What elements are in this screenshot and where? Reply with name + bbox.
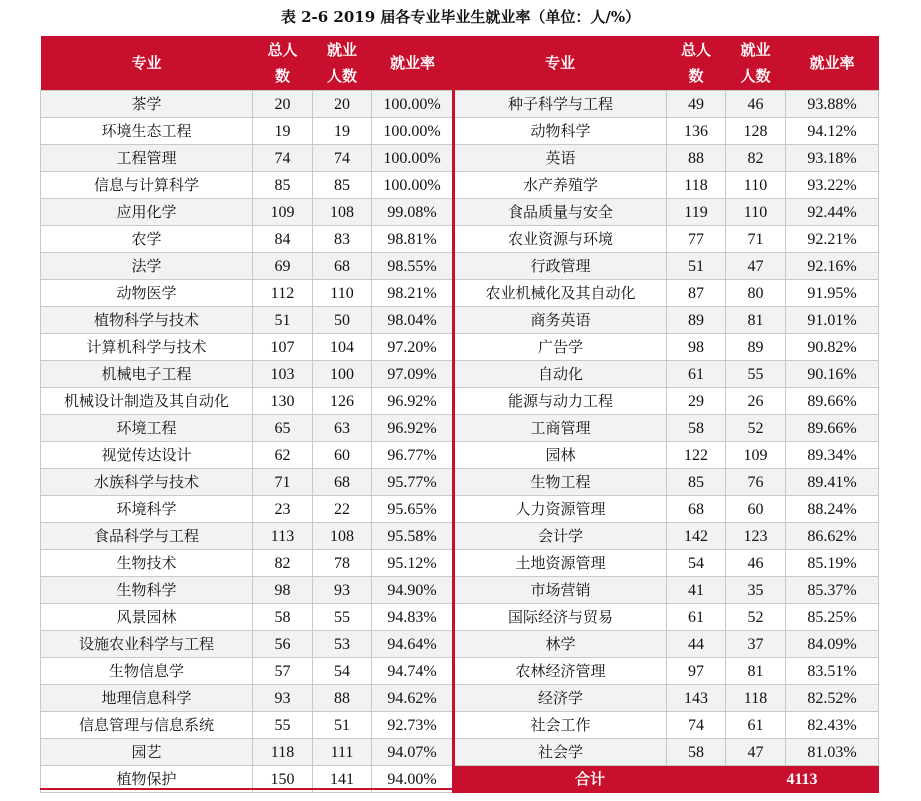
left-employed-cell: 104 xyxy=(313,334,372,361)
header-employed-line2: 人数 xyxy=(326,67,357,85)
right-rate-cell: 89.41% xyxy=(786,469,879,496)
left-major-cell: 信息与计算科学 xyxy=(41,172,253,199)
right-total-cell: 58 xyxy=(667,415,726,442)
left-rate-cell: 98.04% xyxy=(372,307,454,334)
right-employed-cell: 47 xyxy=(726,253,786,280)
table-row xyxy=(41,685,879,712)
right-rate-cell: 81.03% xyxy=(786,739,879,766)
right-total-cell: 89 xyxy=(667,307,726,334)
right-employed-cell: 82 xyxy=(726,145,786,172)
right-total-cell: 51 xyxy=(667,253,726,280)
left-total-cell: 55 xyxy=(253,712,313,739)
left-employed-cell: 83 xyxy=(313,226,372,253)
right-total-cell: 44 xyxy=(667,631,726,658)
right-rate-cell: 92.44% xyxy=(786,199,879,226)
right-rate-cell: 91.01% xyxy=(786,307,879,334)
left-total-cell: 82 xyxy=(253,550,313,577)
left-rate-cell: 94.07% xyxy=(372,739,454,766)
left-rate-cell: 92.73% xyxy=(372,712,454,739)
left-major-cell: 环境生态工程 xyxy=(41,118,253,145)
left-major-cell: 地理信息科学 xyxy=(41,685,253,712)
right-major-cell: 工商管理 xyxy=(454,415,667,442)
right-rate-cell: 94.12% xyxy=(786,118,879,145)
left-rate-cell: 95.58% xyxy=(372,523,454,550)
right-employed-cell: 46 xyxy=(726,91,786,118)
left-rate-cell: 96.92% xyxy=(372,415,454,442)
right-major-cell: 土地资源管理 xyxy=(454,550,667,577)
header-total-line1: 总人 xyxy=(680,41,711,59)
left-rate-cell: 100.00% xyxy=(372,172,454,199)
right-employed-cell: 76 xyxy=(726,469,786,496)
right-employed-cell: 35 xyxy=(726,577,786,604)
table-row xyxy=(41,712,879,739)
right-total-cell: 143 xyxy=(667,685,726,712)
table-row xyxy=(41,496,879,523)
right-major-cell: 农林经济管理 xyxy=(454,658,667,685)
left-employed-cell: 50 xyxy=(313,307,372,334)
left-rate-cell: 100.00% xyxy=(372,118,454,145)
right-rate-cell: 93.88% xyxy=(786,91,879,118)
right-employed-cell: 52 xyxy=(726,604,786,631)
right-employed-cell: 60 xyxy=(726,496,786,523)
header-total-line1: 总人 xyxy=(267,41,298,59)
left-total-cell: 74 xyxy=(253,145,313,172)
right-major-cell: 水产养殖学 xyxy=(454,172,667,199)
right-major-cell: 行政管理 xyxy=(454,253,667,280)
left-major-cell: 工程管理 xyxy=(41,145,253,172)
right-major-cell: 自动化 xyxy=(454,361,667,388)
right-rate-cell: 89.66% xyxy=(786,415,879,442)
left-total-cell: 23 xyxy=(253,496,313,523)
header-rate-left: 就业率 xyxy=(372,36,454,91)
header-major-left: 专业 xyxy=(41,36,253,91)
right-rate-cell: 82.43% xyxy=(786,712,879,739)
left-major-cell: 法学 xyxy=(41,253,253,280)
right-total-cell: 119 xyxy=(667,199,726,226)
table-row xyxy=(41,388,879,415)
table-body xyxy=(41,91,879,793)
header-total-right xyxy=(667,36,726,91)
left-total-cell: 130 xyxy=(253,388,313,415)
table-row xyxy=(41,739,879,766)
right-rate-cell: 93.18% xyxy=(786,145,879,172)
left-major-cell: 视觉传达设计 xyxy=(41,442,253,469)
left-total-cell: 57 xyxy=(253,658,313,685)
left-employed-cell: 68 xyxy=(313,469,372,496)
header-employed-left xyxy=(313,36,372,91)
right-major-cell: 英语 xyxy=(454,145,667,172)
table-row xyxy=(41,253,879,280)
left-major-cell: 园艺 xyxy=(41,739,253,766)
right-major-cell: 农业资源与环境 xyxy=(454,226,667,253)
right-total-cell: 97 xyxy=(667,658,726,685)
left-employed-cell: 100 xyxy=(313,361,372,388)
left-employed-cell: 88 xyxy=(313,685,372,712)
left-major-cell: 食品科学与工程 xyxy=(41,523,253,550)
left-total-cell: 65 xyxy=(253,415,313,442)
right-total-cell: 61 xyxy=(667,604,726,631)
right-total-cell: 77 xyxy=(667,226,726,253)
right-rate-cell: 92.21% xyxy=(786,226,879,253)
left-major-cell: 环境工程 xyxy=(41,415,253,442)
left-rate-cell: 96.77% xyxy=(372,442,454,469)
right-total-cell: 54 xyxy=(667,550,726,577)
right-total-cell: 136 xyxy=(667,118,726,145)
header-total-line2: 数 xyxy=(688,67,704,85)
right-major-cell: 农业机械化及其自动化 xyxy=(454,280,667,307)
left-major-cell: 植物科学与技术 xyxy=(41,307,253,334)
right-rate-cell: 83.51% xyxy=(786,658,879,685)
table-title: 表 2-6 2019 届各专业毕业生就业率（单位：人/%） xyxy=(280,8,641,26)
right-employed-cell: 26 xyxy=(726,388,786,415)
left-total-cell: 62 xyxy=(253,442,313,469)
left-employed-cell: 108 xyxy=(313,523,372,550)
left-total-cell: 98 xyxy=(253,577,313,604)
left-rate-cell: 94.74% xyxy=(372,658,454,685)
left-employed-cell: 63 xyxy=(313,415,372,442)
right-rate-cell: 82.52% xyxy=(786,685,879,712)
table-row xyxy=(41,280,879,307)
right-employed-cell: 118 xyxy=(726,685,786,712)
right-employed-cell: 81 xyxy=(726,658,786,685)
right-employed-cell: 89 xyxy=(726,334,786,361)
left-employed-cell: 53 xyxy=(313,631,372,658)
left-major-cell: 生物信息学 xyxy=(41,658,253,685)
header-employed-right xyxy=(726,36,786,91)
table-row xyxy=(41,199,879,226)
left-major-cell: 动物医学 xyxy=(41,280,253,307)
right-total-cell: 58 xyxy=(667,739,726,766)
left-total-cell: 71 xyxy=(253,469,313,496)
left-employed-cell: 110 xyxy=(313,280,372,307)
table-row xyxy=(41,361,879,388)
right-employed-cell: 52 xyxy=(726,415,786,442)
table-row xyxy=(41,118,879,145)
left-major-cell: 生物科学 xyxy=(41,577,253,604)
right-rate-cell: 85.25% xyxy=(786,604,879,631)
header-total-line2: 数 xyxy=(274,67,290,85)
right-major-cell: 广告学 xyxy=(454,334,667,361)
total-value: 4113 xyxy=(726,766,879,793)
table-row xyxy=(41,631,879,658)
right-rate-cell: 85.37% xyxy=(786,577,879,604)
right-employed-cell: 128 xyxy=(726,118,786,145)
left-major-cell: 机械设计制造及其自动化 xyxy=(41,388,253,415)
table-row xyxy=(41,172,879,199)
left-major-cell: 环境科学 xyxy=(41,496,253,523)
left-rate-cell: 96.92% xyxy=(372,388,454,415)
right-total-cell: 49 xyxy=(667,91,726,118)
right-major-cell: 园林 xyxy=(454,442,667,469)
left-employed-cell: 93 xyxy=(313,577,372,604)
header-row xyxy=(41,36,879,91)
left-major-cell: 风景园林 xyxy=(41,604,253,631)
right-rate-cell: 90.82% xyxy=(786,334,879,361)
right-total-cell: 29 xyxy=(667,388,726,415)
table-row xyxy=(41,334,879,361)
left-major-cell: 农学 xyxy=(41,226,253,253)
left-employed-cell: 55 xyxy=(313,604,372,631)
table-row xyxy=(41,415,879,442)
right-rate-cell: 85.19% xyxy=(786,550,879,577)
table-row xyxy=(41,442,879,469)
left-major-cell: 生物技术 xyxy=(41,550,253,577)
left-total-cell: 107 xyxy=(253,334,313,361)
right-employed-cell: 81 xyxy=(726,307,786,334)
left-total-cell: 56 xyxy=(253,631,313,658)
left-employed-cell: 141 xyxy=(313,766,372,793)
header-rate-right: 就业率 xyxy=(786,36,879,91)
left-major-cell: 信息管理与信息系统 xyxy=(41,712,253,739)
left-rate-cell: 94.64% xyxy=(372,631,454,658)
right-rate-cell: 90.16% xyxy=(786,361,879,388)
left-employed-cell: 20 xyxy=(313,91,372,118)
left-rate-cell: 98.81% xyxy=(372,226,454,253)
left-employed-cell: 51 xyxy=(313,712,372,739)
right-total-cell: 98 xyxy=(667,334,726,361)
left-total-cell: 58 xyxy=(253,604,313,631)
left-employed-cell: 60 xyxy=(313,442,372,469)
left-total-cell: 19 xyxy=(253,118,313,145)
right-total-cell: 88 xyxy=(667,145,726,172)
right-major-cell: 林学 xyxy=(454,631,667,658)
table-row xyxy=(41,577,879,604)
left-rate-cell: 94.00% xyxy=(372,766,454,793)
table-row xyxy=(41,145,879,172)
employment-rate-table xyxy=(40,36,879,793)
right-rate-cell: 92.16% xyxy=(786,253,879,280)
table-row xyxy=(41,91,879,118)
right-major-cell: 种子科学与工程 xyxy=(454,91,667,118)
right-employed-cell: 110 xyxy=(726,172,786,199)
right-employed-cell: 80 xyxy=(726,280,786,307)
right-employed-cell: 61 xyxy=(726,712,786,739)
right-major-cell: 市场营销 xyxy=(454,577,667,604)
bottom-rule xyxy=(40,788,878,790)
left-total-cell: 109 xyxy=(253,199,313,226)
table-row xyxy=(41,226,879,253)
left-employed-cell: 108 xyxy=(313,199,372,226)
table-row xyxy=(41,469,879,496)
right-employed-cell: 55 xyxy=(726,361,786,388)
right-rate-cell: 89.34% xyxy=(786,442,879,469)
left-employed-cell: 54 xyxy=(313,658,372,685)
left-employed-cell: 85 xyxy=(313,172,372,199)
left-total-cell: 118 xyxy=(253,739,313,766)
header-employed-line1: 就业 xyxy=(740,41,771,59)
right-major-cell: 会计学 xyxy=(454,523,667,550)
left-employed-cell: 78 xyxy=(313,550,372,577)
right-rate-cell: 86.62% xyxy=(786,523,879,550)
left-rate-cell: 100.00% xyxy=(372,91,454,118)
left-rate-cell: 97.20% xyxy=(372,334,454,361)
left-major-cell: 设施农业科学与工程 xyxy=(41,631,253,658)
right-employed-cell: 46 xyxy=(726,550,786,577)
right-major-cell: 食品质量与安全 xyxy=(454,199,667,226)
right-employed-cell: 71 xyxy=(726,226,786,253)
table-row xyxy=(41,604,879,631)
right-major-cell: 社会学 xyxy=(454,739,667,766)
left-total-cell: 84 xyxy=(253,226,313,253)
right-total-cell: 85 xyxy=(667,469,726,496)
table-row xyxy=(41,550,879,577)
right-rate-cell: 84.09% xyxy=(786,631,879,658)
right-employed-cell: 110 xyxy=(726,199,786,226)
right-total-cell: 41 xyxy=(667,577,726,604)
right-major-cell: 商务英语 xyxy=(454,307,667,334)
left-rate-cell: 94.62% xyxy=(372,685,454,712)
left-rate-cell: 98.21% xyxy=(372,280,454,307)
header-major-right: 专业 xyxy=(454,36,667,91)
left-total-cell: 113 xyxy=(253,523,313,550)
left-major-cell: 茶学 xyxy=(41,91,253,118)
left-total-cell: 85 xyxy=(253,172,313,199)
right-total-cell: 87 xyxy=(667,280,726,307)
right-major-cell: 能源与动力工程 xyxy=(454,388,667,415)
right-rate-cell: 88.24% xyxy=(786,496,879,523)
left-total-cell: 103 xyxy=(253,361,313,388)
right-major-cell: 动物科学 xyxy=(454,118,667,145)
right-major-cell: 国际经济与贸易 xyxy=(454,604,667,631)
left-major-cell: 水族科学与技术 xyxy=(41,469,253,496)
left-rate-cell: 94.90% xyxy=(372,577,454,604)
left-rate-cell: 99.08% xyxy=(372,199,454,226)
right-rate-cell: 89.66% xyxy=(786,388,879,415)
left-rate-cell: 94.83% xyxy=(372,604,454,631)
right-rate-cell: 91.95% xyxy=(786,280,879,307)
left-employed-cell: 126 xyxy=(313,388,372,415)
right-employed-cell: 109 xyxy=(726,442,786,469)
right-total-cell: 118 xyxy=(667,172,726,199)
left-total-cell: 51 xyxy=(253,307,313,334)
left-rate-cell: 97.09% xyxy=(372,361,454,388)
left-rate-cell: 95.12% xyxy=(372,550,454,577)
left-employed-cell: 19 xyxy=(313,118,372,145)
left-total-cell: 69 xyxy=(253,253,313,280)
right-total-cell: 61 xyxy=(667,361,726,388)
left-major-cell: 机械电子工程 xyxy=(41,361,253,388)
right-major-cell: 社会工作 xyxy=(454,712,667,739)
left-rate-cell: 95.77% xyxy=(372,469,454,496)
left-rate-cell: 100.00% xyxy=(372,145,454,172)
right-total-cell: 68 xyxy=(667,496,726,523)
total-label: 合计 xyxy=(454,766,726,793)
right-employed-cell: 123 xyxy=(726,523,786,550)
right-major-cell: 经济学 xyxy=(454,685,667,712)
left-employed-cell: 68 xyxy=(313,253,372,280)
right-employed-cell: 47 xyxy=(726,739,786,766)
left-major-cell: 植物保护 xyxy=(41,766,253,793)
left-employed-cell: 22 xyxy=(313,496,372,523)
left-major-cell: 应用化学 xyxy=(41,199,253,226)
right-total-cell: 142 xyxy=(667,523,726,550)
header-total-left xyxy=(253,36,313,91)
right-rate-cell: 93.22% xyxy=(786,172,879,199)
left-total-cell: 20 xyxy=(253,91,313,118)
right-employed-cell: 37 xyxy=(726,631,786,658)
table-row xyxy=(41,307,879,334)
left-total-cell: 112 xyxy=(253,280,313,307)
table-row xyxy=(41,658,879,685)
left-rate-cell: 98.55% xyxy=(372,253,454,280)
left-major-cell: 计算机科学与技术 xyxy=(41,334,253,361)
left-employed-cell: 74 xyxy=(313,145,372,172)
right-total-cell: 74 xyxy=(667,712,726,739)
header-employed-line1: 就业 xyxy=(326,41,357,59)
right-total-cell: 122 xyxy=(667,442,726,469)
right-major-cell: 生物工程 xyxy=(454,469,667,496)
left-total-cell: 150 xyxy=(253,766,313,793)
left-total-cell: 93 xyxy=(253,685,313,712)
left-employed-cell: 111 xyxy=(313,739,372,766)
header-employed-line2: 人数 xyxy=(740,67,771,85)
right-major-cell: 人力资源管理 xyxy=(454,496,667,523)
left-rate-cell: 95.65% xyxy=(372,496,454,523)
table-row xyxy=(41,523,879,550)
